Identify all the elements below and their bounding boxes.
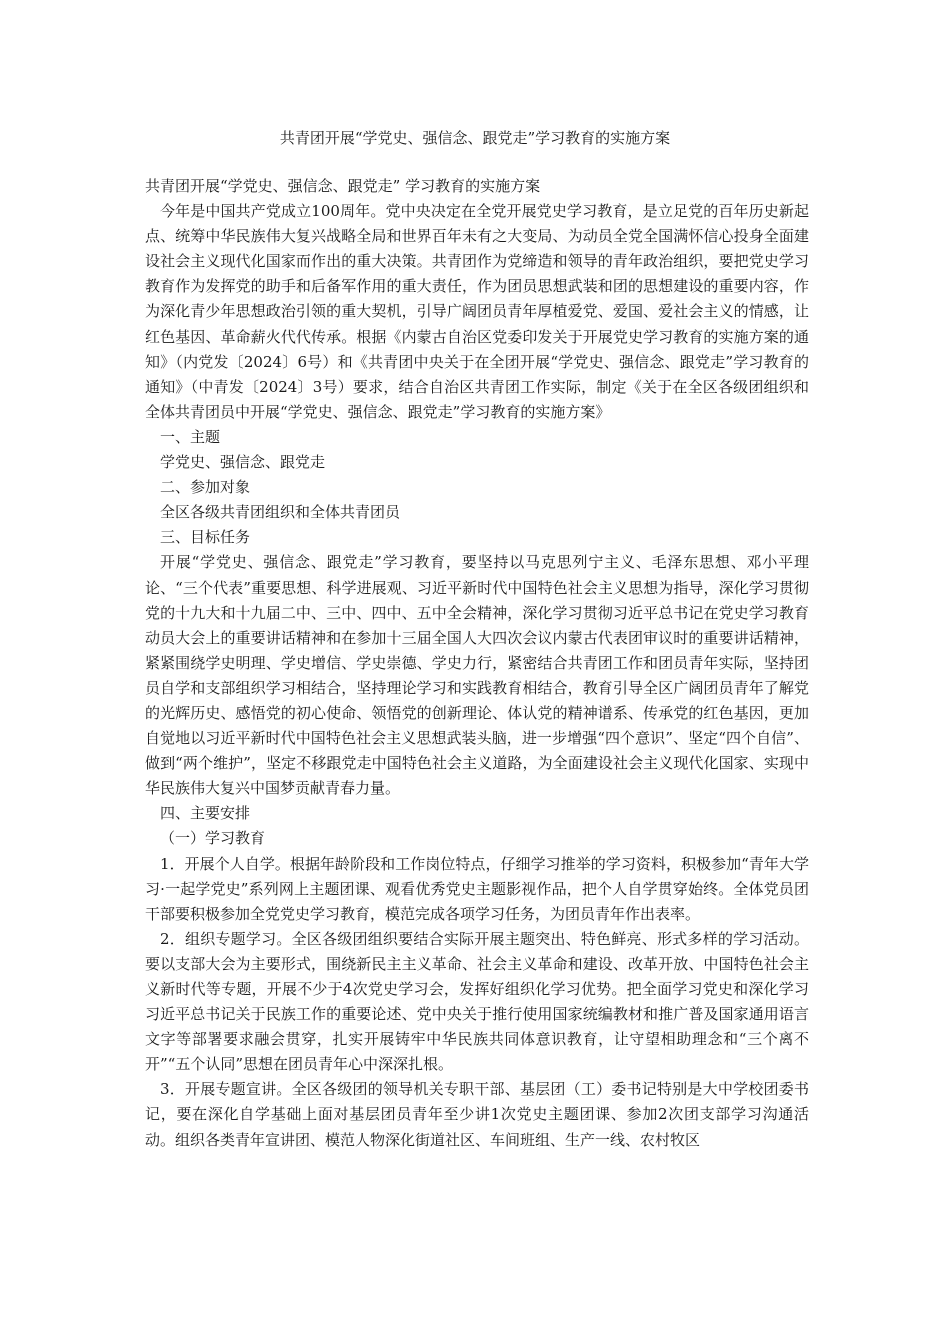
participants-text: 全区各级共青团组织和全体共青团员 (160, 503, 401, 522)
item-topic-lectures: 3．开展专题宣讲。全区各级团的领导机关专职干部、基层团（工）委书记特别是大中学校团委书记，要在深化自学基础上面对基层团员青年至少讲1次党史主题团课、参加2次团支部学习沟通活动。组织各类青年宣讲团、模范人物深化街道社区、车间班组、生产一线、农村牧区 (145, 1080, 809, 1149)
intro-paragraph: 今年是中国共产党成立100周年。党中央决定在全党开展党史学习教育，是立足党的百年历史新起点、统筹中华民族伟大复兴战略全局和世界百年未有之大变局、为动员全党全国满怀信心投身全面建设社会主义现代化国家而作出的重大决策。共青团作为党缔造和领导的青年政治组织，要把党史学习教育作为发挥党的助手和后备军作用的重大责任，作为团员思想武装和团的思想建设的重要内容，作为深化青少年思想政治引领的重大契机，引导广阔团员青年厚植爱党、爱国、爱社会主义的情感，让红色基因、革命薪火代代传承。根据《内蒙古自治区党委印发关于开展党史学习教育的实施方案的通知》（内党发〔2024〕6号）和《共青团中央关于在全团开展“学党史、强信念、跟党走”学习教育的通知》（中青发〔2024〕3号）要求，结合自治区共青团工作实际，制定《关于在全区各级团组织和全体共青团员中开展“学党史、强信念、跟党走”学习教育的实施方案》 (145, 202, 809, 421)
document-title: 共青团开展“学党史、强信念、跟党走”学习教育的实施方案 (279, 129, 671, 147)
section-heading-theme: 一、主题 (160, 427, 221, 446)
section-heading-arrangements: 四、主要安排 (160, 804, 251, 823)
theme-text: 学党史、强信念、跟党走 (160, 453, 326, 472)
goals-paragraph: 开展“学党史、强信念、跟党走”学习教育，要坚持以马克思列宁主义、毛泽东思想、邓小平理论、“三个代表”重要思想、科学进展观、习近平新时代中国特色社会主义思想为指导，深化学习贯彻党的十九大和十九届二中、三中、四中、五中全会精神，深化学习贯彻习近平总书记在党史学习教育动员大会上的重要讲话精神和在参加十三届全国人大四次会议内蒙古代表团审议时的重要讲话精神，紧紧围绕学史明理、学史增信、学史崇德、学史力行，紧密结合共青团工作和团员青年实际，坚持团员自学和支部组织学习相结合，坚持理论学习和实践教育相结合，教育引导全区广阔团员青年了解党的光辉历史、感悟党的初心使命、领悟党的创新理论、体认党的精神谱系、传承党的红色基因，更加自觉地以习近平新时代中国特色社会主义思想武装头脑，进一步增强“四个意识”、坚定“四个自信”、做到“两个维护”，坚定不移跟党走中国特色社会主义道路，为全面建设社会主义现代化国家、实现中华民族伟大复兴中国梦贡献青春力量。 (145, 553, 809, 798)
section-heading-participants: 二、参加对象 (160, 478, 251, 497)
item-self-study: 1．开展个人自学。根据年龄阶段和工作岗位特点，仔细学习推举的学习资料，积极参加“青年大学习·一起学党史”系列网上主题团课、观看优秀党史主题影视作品，把个人自学贯穿始终。全体党员团干部要积极参加全党党史学习教育，模范完成各项学习任务，为团员青年作出表率。 (145, 854, 809, 923)
document-body (145, 174, 809, 1153)
subsection-heading-study: （一）学习教育 (160, 829, 266, 848)
section-heading-goals: 三、目标任务 (160, 528, 251, 547)
body-heading: 共青团开展“学党史、强信念、跟党走” 学习教育的实施方案 (145, 177, 541, 195)
item-topic-study: 2．组织专题学习。全区各级团组织要结合实际开展主题突出、特色鲜亮、形式多样的学习活动。要以支部大会为主要形式，围绕新民主主义革命、社会主义革命和建设、改革开放、中国特色社会主义新时代等专题，开展不少于4次党史学习会，发挥好组织化学习优势。把全面学习党史和深化学习习近平总书记关于民族工作的重要论述、党中央关于推行使用国家统编教材和推广普及国家通用语言文字等部署要求融会贯穿，扎实开展铸牢中华民族共同体意识教育，让守望相助理念和“三个离不开”“五个认同”思想在团员青年心中深深扎根。 (145, 929, 809, 1074)
